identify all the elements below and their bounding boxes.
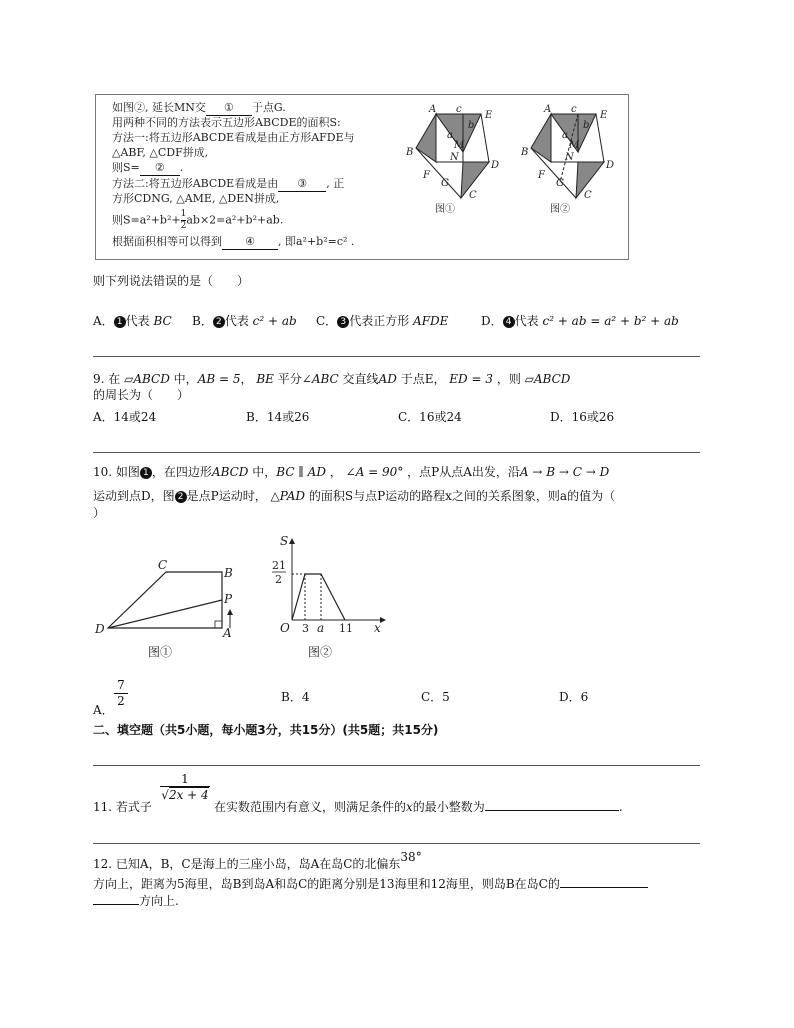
fig2-label-g: G [556,178,564,189]
tick-label-2: 2 [275,573,282,586]
fig1-label-e: E [485,110,493,121]
q8-line8: 则S=a²+b²+ $\frac{1}{2}$ ab×2=a²+b²+ab. [112,209,284,231]
divider [93,452,700,453]
circle-number-4: 4 [503,316,515,328]
fig2-label-f: F [538,170,545,181]
q12-line3: 方向上. [93,894,179,909]
q10-stem-line1: 10. 如图 1 ，在四边形ABCD 中，BC ∥ AD ， ∠A = 90° ，点P从点A出发，沿A → B → C → D [93,465,610,479]
divider [93,765,700,766]
tick-label-a: a [317,621,325,635]
q10-option-a-fraction[interactable]: 7 2 [114,678,128,709]
q8-line1: 如图②, 延长MN交 ① 于点G. [112,101,286,114]
fig-label-b: B [224,566,233,580]
fig2-label-b-small: b [583,120,590,131]
circle-number-2: 2 [175,491,187,503]
fig1-label-c: c [456,104,462,115]
divider [93,356,700,357]
q8-line6: 方法二:将五边形ABCDE看成是由 ③ , 正 [112,177,345,190]
circle-number-1: 1 [114,316,126,328]
fig1-caption: 图① [435,204,455,215]
trapezoid-abcd [108,572,222,628]
q8-figure-2 [516,100,626,235]
q8-option-a[interactable]: A． 1 代表 BC [93,314,172,328]
fig1-label-b: B [406,147,414,158]
q11-stem: 在实数范围内有意义，则满足条件的x的最小整数为 . [214,800,623,814]
origin-label: O [280,621,290,635]
tick-label-11: 11 [339,622,353,635]
q12-line2: 方向上，距离为5海里，岛B到岛A和岛C的距离分别是13海里和12海里，则岛B在岛C的 [93,877,648,892]
q10-fig1-caption: 图① [148,645,173,659]
q12-answer-blank-2[interactable] [93,904,139,905]
fig1-label-c-pt: C [469,190,477,201]
q10-fig2-caption: 图② [308,645,333,659]
fig2-label-e: E [600,110,608,121]
section-heading-fill-in: 二、填空题（共5小题，每小题3分，共15分）(共5题；共15分) [93,723,439,737]
fig1-triangle-abf [416,114,436,162]
fig2-label-c: c [571,104,577,115]
fig1-label-a-small: a [447,130,453,141]
q8-figure-1 [401,100,511,235]
fig2-caption: 图② [550,204,570,215]
q10-stem-line3: ） [93,506,106,520]
fig1-label-n: N [450,152,459,163]
q8-proof-box [95,94,629,260]
q8-option-d[interactable]: D． 4 代表 c² + ab = a² + b² + ab [481,314,679,328]
fig2-label-c-pt: C [584,190,592,201]
fig2-label-m: M [569,140,580,151]
q10-option-b[interactable]: B．4 [281,690,310,704]
fig2-label-b: B [521,147,529,158]
fig2-label-d: D [606,160,615,171]
circle-number-1: 1 [140,467,152,479]
q12-answer-blank-1[interactable] [560,887,648,888]
fig-label-d: D [95,622,105,636]
fig1-label-f: F [423,170,430,181]
q9-option-b[interactable]: B．14或26 [246,410,310,424]
q8-line9: 根据面积相等可以得到 ④ , 即a²+b²=c² . [112,235,355,248]
fig1-label-m: M [454,140,465,151]
segment-dp [108,600,222,628]
q11-answer-blank[interactable] [485,810,619,811]
q8-line2: 用两种不同的方法表示五边形ABCDE的面积S: [112,116,341,129]
q10-stem-line2: 运动到点D，图 2 是点P运动时， △PAD 的面积S与点P运动的路程x之间的关系图象，则a的值为（ [93,489,616,503]
graph-polyline [292,574,345,620]
q11-fraction: 1 √2x + 4 [161,772,209,802]
q8-line5: 则S= ② . [112,161,184,174]
fig2-label-n: N [565,152,574,163]
fig1-label-b-small: b [468,120,475,131]
fig1-label-g: G [441,178,449,189]
circle-number-2: 2 [213,316,225,328]
q8-option-b[interactable]: B． 2 代表 c² + ab [192,314,297,328]
tick-label-3: 3 [302,622,309,635]
tick-label-21: 21 [272,559,286,572]
q8-line7: 方形CDNG, △AME, △DEN拼成, [112,192,280,205]
right-angle-mark [215,621,222,628]
q10-figure-1 [90,555,240,665]
q10-option-a-label[interactable]: A． [93,703,114,717]
fig-label-c: C [158,558,168,572]
fig2-label-a: A [544,104,552,115]
divider [93,843,700,844]
q8-line4: △ABF, △CDF拼成, [112,146,209,159]
fig1-label-d: D [491,160,500,171]
q10-option-d[interactable]: D．6 [559,690,589,704]
fig-label-a: A [223,626,232,640]
q9-stem-line1: 9. 在 ▱ABCD 中，AB = 5， BE 平分∠ABC 交直线AD 于点E， ED = 3 ，则 ▱ABCD [93,372,571,386]
q9-option-c[interactable]: C．16或24 [398,410,462,424]
fig2-label-a-small: a [562,130,568,141]
q9-option-a[interactable]: A．14或24 [93,410,157,424]
fig1-label-a: A [429,104,437,115]
q10-option-c[interactable]: C．5 [421,690,450,704]
q8-option-c[interactable]: C． 3 代表正方形 AFDE [316,314,449,328]
q11-prefix: 11. 若式子 [93,800,152,814]
q8-line3: 方法一:将五边形ABCDE看成是由正方形AFDE与 [112,131,355,144]
q12-line1: 12. 已知A，B，C是海上的三座小岛，岛A在岛C的北偏东38° [93,850,422,871]
q9-stem-line2: 的周长为（ ） [93,388,190,402]
q10-figure-2 [270,532,390,667]
axis-label-s: S [280,534,289,548]
circle-number-3: 3 [337,316,349,328]
q9-option-d[interactable]: D．16或26 [550,410,615,424]
axis-label-x: x [374,621,381,635]
arrow-up-icon [227,609,233,615]
fig-label-p: P [224,592,233,606]
q8-prompt: 则下列说法错误的是（ ） [93,274,250,288]
